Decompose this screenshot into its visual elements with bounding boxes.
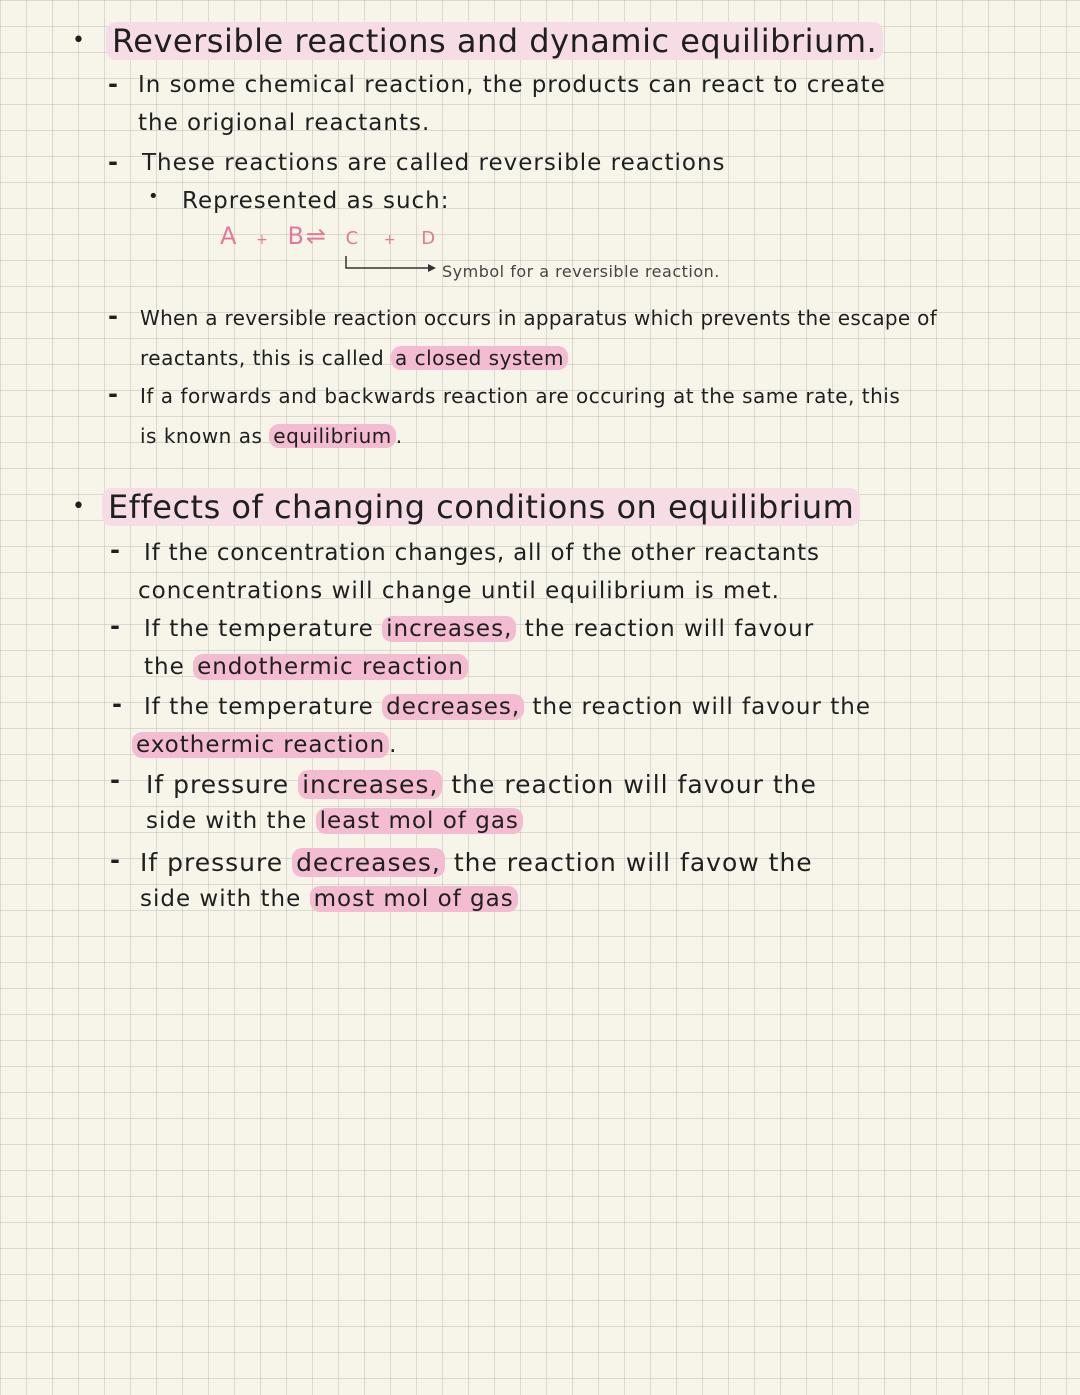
- highlight-least-mol: least mol of gas: [316, 808, 523, 834]
- sub-bullet-marker: •: [148, 186, 159, 207]
- highlight-closed-system: a closed system: [391, 346, 568, 370]
- eq-plus: +: [256, 232, 270, 248]
- bullet-products-react: In some chemical reaction, the products can react to create: [138, 72, 886, 98]
- eq-plus: +: [383, 232, 398, 248]
- highlight-most-mol: most mol of gas: [310, 886, 518, 912]
- section-bullet: •: [72, 28, 85, 53]
- dash-marker: -: [110, 766, 120, 794]
- highlight-endothermic: endothermic reaction: [193, 654, 468, 680]
- bullet-concentration-cont: concentrations will change until equilibrium is met.: [138, 578, 780, 604]
- dash-marker: -: [110, 536, 120, 564]
- bullet-called-reversible: These reactions are called reversible reactions: [142, 150, 726, 176]
- sub-bullet-represented: Represented as such:: [182, 188, 450, 214]
- bullet-equilibrium-def-cont: is known as equilibrium .: [140, 424, 403, 448]
- dash-marker: -: [108, 148, 118, 176]
- highlight-pressure-decreases: decreases,: [292, 848, 445, 877]
- eq-b: B: [287, 222, 306, 250]
- dash-marker: -: [108, 70, 118, 98]
- section-title-reversible: Reversible reactions and dynamic equilibrium.: [106, 22, 883, 60]
- bullet-temp-increase: If the temperature increases, the reaction will favour: [144, 616, 815, 642]
- pointer-arrow-icon: [340, 254, 440, 274]
- reversible-arrows-icon: ⇌: [305, 222, 329, 250]
- bullet-pressure-increase: If pressure increases, the reaction will favour the: [146, 770, 817, 799]
- eq-a: A: [220, 222, 239, 250]
- section-bullet: •: [72, 494, 85, 519]
- bullet-products-react-cont: the origional reactants.: [138, 110, 431, 136]
- bullet-pressure-decrease-cont: side with the most mol of gas: [140, 886, 518, 912]
- highlight-increases: increases,: [382, 616, 516, 642]
- bullet-temp-decrease-cont: exothermic reaction .: [132, 732, 397, 758]
- equation: [220, 222, 437, 250]
- dash-marker: -: [112, 690, 122, 718]
- dash-marker: -: [110, 846, 120, 874]
- highlight-decreases: decreases,: [382, 694, 524, 720]
- bullet-concentration: If the concentration changes, all of the other reactants: [144, 540, 820, 566]
- eq-c: C: [345, 228, 361, 249]
- bullet-closed-system-cont: reactants, this is called a closed system: [140, 346, 568, 370]
- highlight-pressure-increases: increases,: [298, 770, 442, 799]
- bullet-equilibrium-def: If a forwards and backwards reaction are occuring at the same rate, this: [140, 384, 901, 408]
- bullet-pressure-increase-cont: side with the least mol of gas: [146, 808, 523, 834]
- bullet-temp-decrease: If the temperature decreases, the reaction will favour the: [144, 694, 872, 720]
- symbol-note: Symbol for a reversible reaction.: [442, 262, 720, 281]
- bullet-closed-system: When a reversible reaction occurs in apparatus which prevents the escape of: [140, 306, 938, 330]
- dash-marker: -: [108, 302, 118, 330]
- section-title-effects: Effects of changing conditions on equilibrium: [102, 488, 860, 526]
- dash-marker: -: [108, 380, 118, 408]
- highlight-equilibrium: equilibrium: [269, 424, 395, 448]
- bullet-pressure-decrease: If pressure decreases, the reaction will favow the: [140, 848, 813, 877]
- bullet-temp-increase-cont: the endothermic reaction: [144, 654, 468, 680]
- dash-marker: -: [110, 612, 120, 640]
- eq-d: D: [421, 228, 438, 249]
- highlight-exothermic: exothermic reaction: [132, 732, 389, 758]
